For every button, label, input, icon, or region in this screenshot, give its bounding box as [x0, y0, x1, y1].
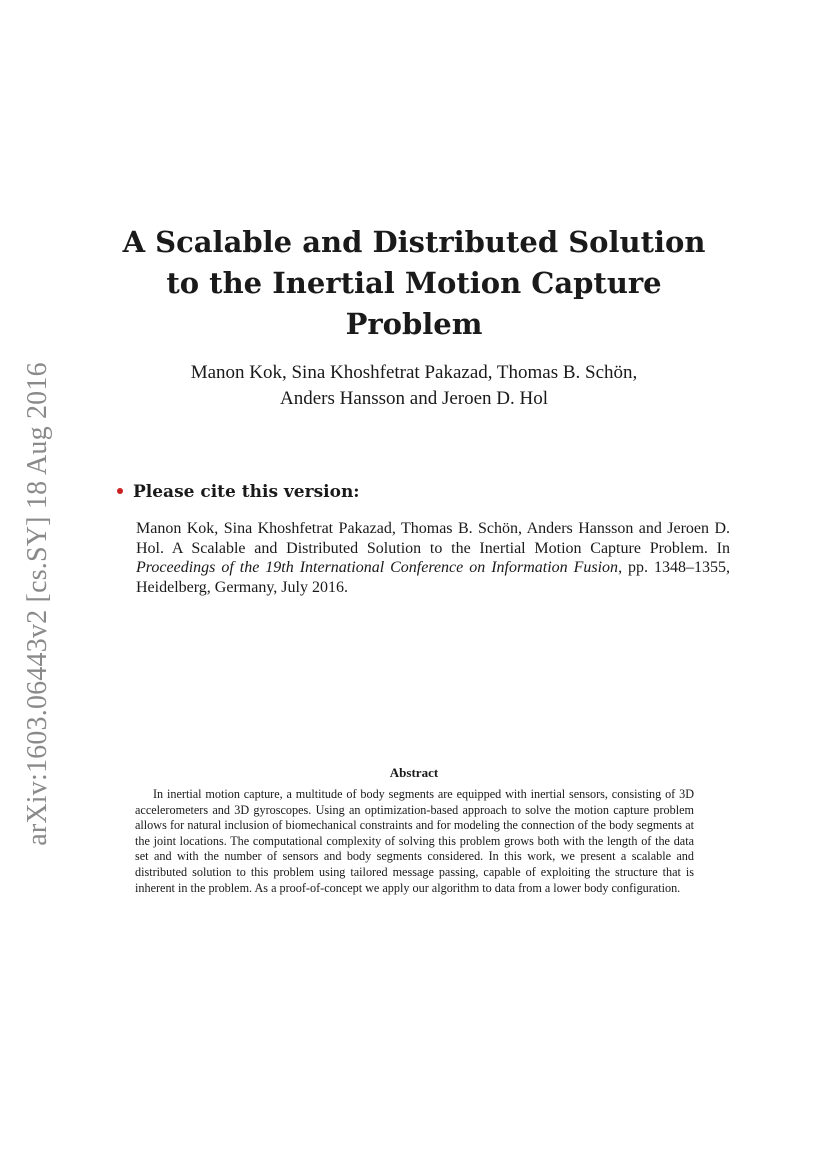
- cite-heading: [117, 481, 360, 503]
- authors-line-1: Manon Kok, Sina Khoshfetrat Pakazad, Thomas B. Schön,: [190, 362, 638, 383]
- authors-line-2: Anders Hansson and Jeroen D. Hol: [279, 388, 549, 409]
- author-list: [0, 360, 828, 412]
- abstract-body: In inertial motion capture, a multitude of body segments are equipped with inertial sensors, consisting of 3D accelerometers and 3D gyroscopes. Using an optimization-based approach to solve the motion capture problem allows for natural inclusion of biomechanical constraints and for modeling the connection of the body segments at the joint locations. The computational complexity of solving this problem grows both with the length of the data set and with the number of sensors and body segments considered. In this work, we present a scalable and distributed solution to this problem using tailored message passing, capable of exploiting the structure that is inherent in the problem. As a proof-of-concept we apply our algorithm to data from a lower body configuration.: [135, 787, 694, 895]
- bullet-icon: [117, 488, 123, 494]
- citation-venue: Proceedings of the 19th International Conference on Information Fusion: [136, 559, 619, 576]
- citation-authors-title: Manon Kok, Sina Khoshfetrat Pakazad, Thomas B. Schön, Anders Hansson and Jeroen D. Hol. A Scalable and Distributed Solution to the Inertial Motion Capture Problem. In: [136, 520, 730, 557]
- cite-heading-text: Please cite this version:: [133, 482, 360, 502]
- citation-text: [136, 519, 730, 597]
- title-line-3: Problem: [345, 307, 483, 341]
- arxiv-identifier-stamp: arXiv:1603.06443v2 [cs.SY] 18 Aug 2016: [22, 362, 53, 846]
- title-line-2: to the Inertial Motion Capture: [166, 266, 662, 300]
- abstract-heading: Abstract: [389, 765, 439, 780]
- citation-details: , pp. 1348–1355, Heidelberg, Germany, July 2016.: [136, 559, 730, 596]
- title-line-1: A Scalable and Distributed Solution: [122, 225, 706, 259]
- paper-title: [0, 222, 828, 345]
